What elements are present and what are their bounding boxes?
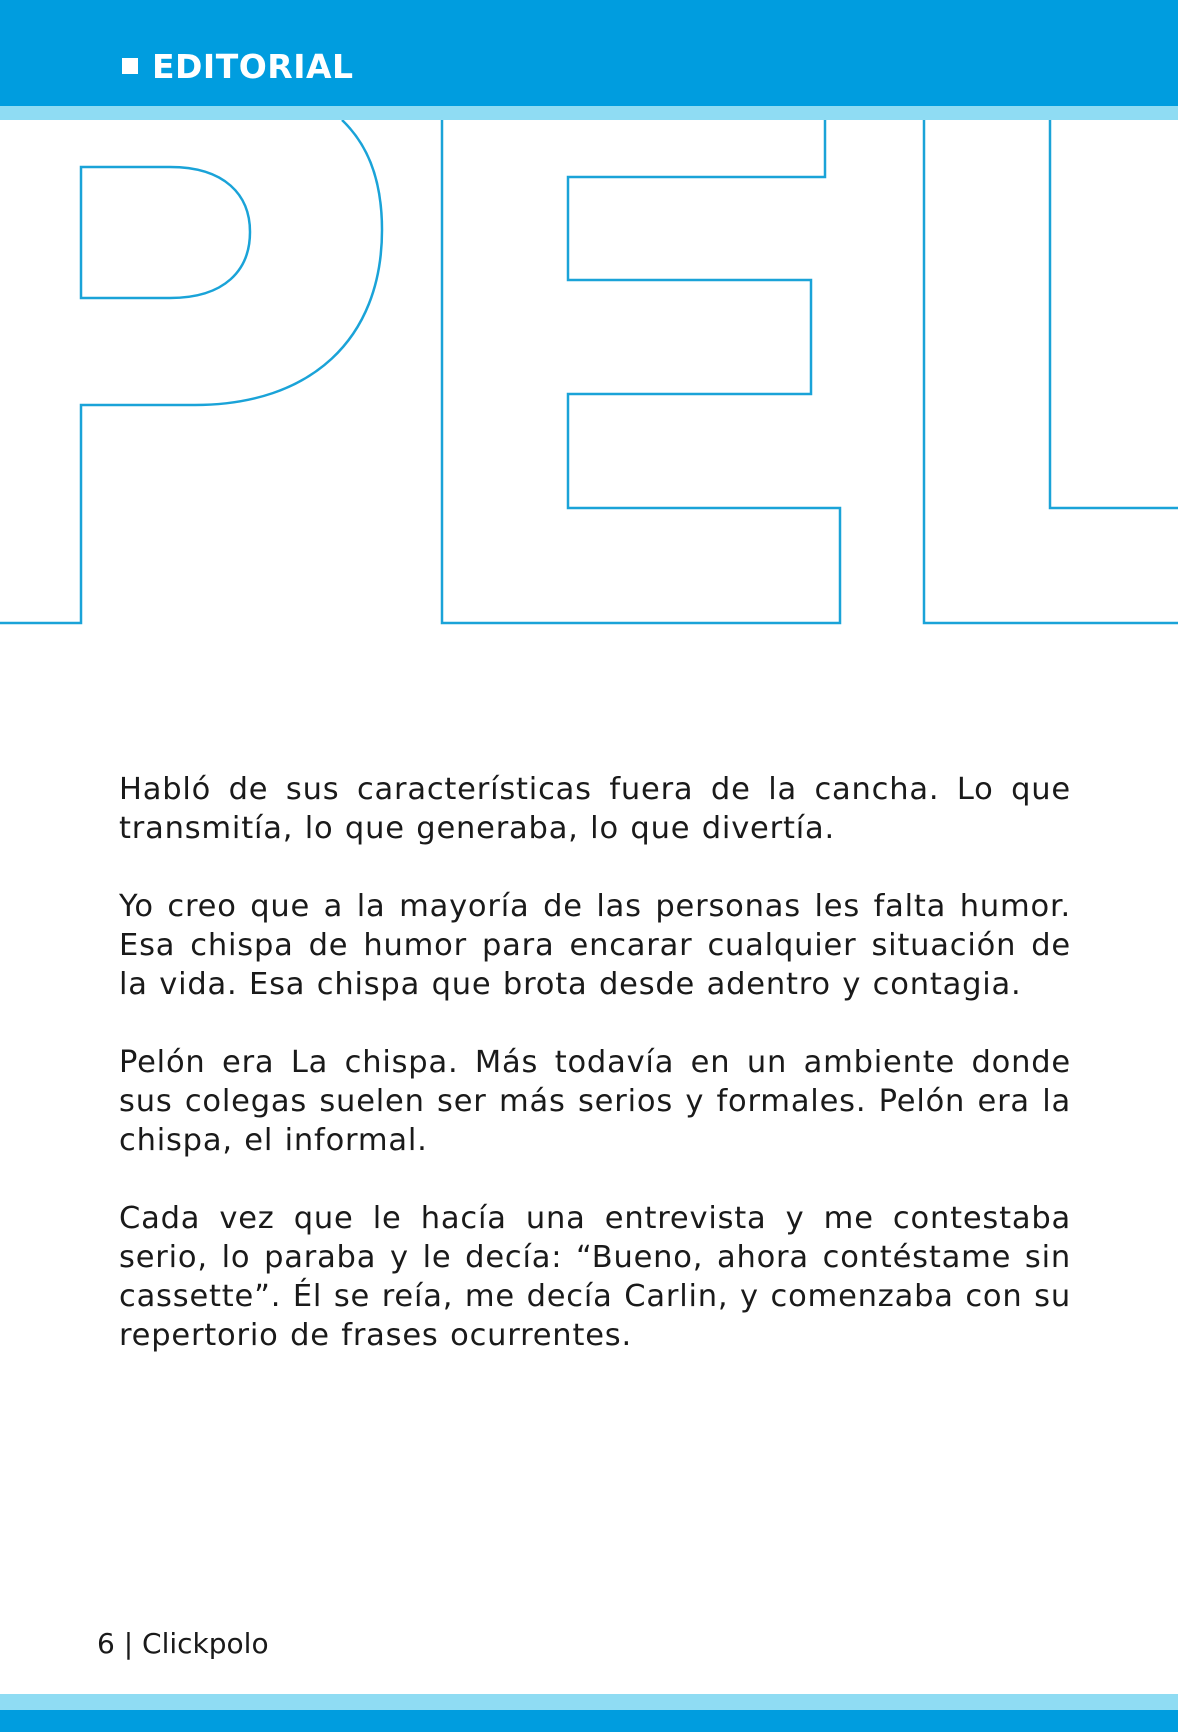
footer-bar <box>0 1710 1178 1732</box>
footer-accent-stripe <box>0 1694 1178 1710</box>
outline-letter-p <box>0 120 382 623</box>
decorative-outline-letters <box>0 120 1178 640</box>
article-paragraph: Habló de sus características fuera de la cancha. Lo que transmitía, lo que generaba, lo que divertía. <box>119 772 1071 846</box>
section-label-text: EDITORIAL <box>152 46 354 86</box>
outline-letter-l <box>924 120 1178 623</box>
square-bullet-icon <box>122 58 138 74</box>
page-folio: 6 | Clickpolo <box>97 1627 269 1660</box>
article-paragraph: Pelón era La chispa. Más todavía en un ambiente donde sus colegas suelen ser más serios y formales. Pelón era la chispa, el informal. <box>119 1045 1071 1158</box>
section-label <box>122 44 354 88</box>
article-body <box>119 770 1071 1394</box>
outline-letter-p-counter <box>81 167 250 298</box>
outline-letter-e <box>442 120 840 623</box>
article-paragraph: Cada vez que le hacía una entrevista y me contestaba serio, lo paraba y le decía: “Bueno, ahora contéstame sin cassette”. Él se reía, me decía Carlin, y comenzaba con su repertorio de frases ocurrentes. <box>119 1201 1071 1353</box>
header-accent-stripe <box>0 106 1178 120</box>
article-paragraph: Yo creo que a la mayoría de las personas les falta humor. Esa chispa de humor para encarar cualquier situación de la vida. Esa chispa que brota desde adentro y contagia. <box>119 889 1071 1002</box>
